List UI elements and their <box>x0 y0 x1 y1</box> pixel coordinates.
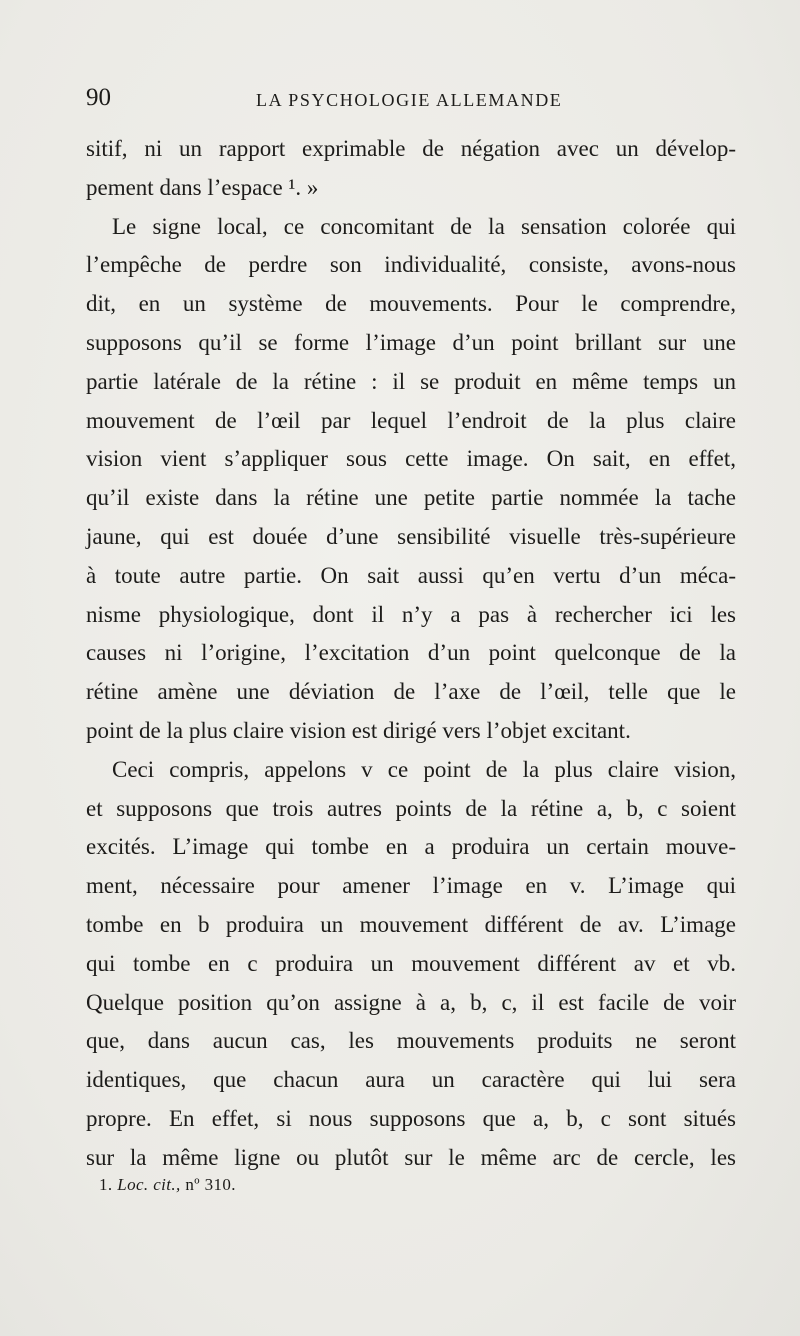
footnote-number: 1. <box>99 1175 113 1194</box>
text-line: jaune, qui est douée d’une sensibilité visuelle très-supérieure <box>86 523 736 549</box>
text-line: excités. L’image qui tombe en a produira un certain mouve- <box>86 834 736 860</box>
text-line: identiques, que chacun aura un caractère qui lui sera <box>86 1067 736 1093</box>
body-text <box>86 130 736 1178</box>
text-line: partie latérale de la rétine : il se produit en même temps un <box>86 368 736 394</box>
text-line: Ceci compris, appelons v ce point de la plus claire vision, <box>112 756 736 782</box>
text-line: qu’il existe dans la rétine une petite partie nommée la tache <box>86 485 736 511</box>
footnote-detail: nº 310. <box>185 1175 236 1194</box>
text-line: mouvement de l’œil par lequel l’endroit de la plus claire <box>86 407 736 433</box>
page-number: 90 <box>86 84 111 111</box>
running-title: LA PSYCHOLOGIE ALLEMANDE <box>256 90 563 110</box>
text-line: nisme physiologique, dont il n’y a pas à rechercher ici les <box>86 601 736 627</box>
footnote <box>99 1175 236 1195</box>
text-line: rétine amène une déviation de l’axe de l’œil, telle que le <box>86 679 736 705</box>
text-line: propre. En effet, si nous supposons que a, b, c sont situés <box>86 1105 736 1131</box>
text-line: et supposons que trois autres points de la rétine a, b, c soient <box>86 795 736 821</box>
text-line: sitif, ni un rapport exprimable de négation avec un dévelop- <box>86 136 736 161</box>
text-line: supposons qu’il se forme l’image d’un point brillant sur une <box>86 329 736 355</box>
text-line: Le signe local, ce concomitant de la sensation colorée qui <box>112 213 736 239</box>
text-line: Quelque position qu’on assigne à a, b, c, il est facile de voir <box>86 989 736 1015</box>
text-line: qui tombe en c produira un mouvement différent av et vb. <box>86 950 736 976</box>
text-line: ment, nécessaire pour amener l’image en v. L’image qui <box>86 873 736 899</box>
text-line: sur la même ligne ou plutôt sur le même arc de cercle, les <box>86 1144 736 1170</box>
text-line: l’empêche de perdre son individualité, consiste, avons-nous <box>86 252 736 278</box>
text-line: dit, en un système de mouvements. Pour le comprendre, <box>86 291 736 317</box>
text-line: causes ni l’origine, l’excitation d’un point quelconque de la <box>86 640 736 666</box>
text-line: que, dans aucun cas, les mouvements produits ne seront <box>86 1028 736 1054</box>
page-header <box>86 84 736 116</box>
text-line: point de la plus claire vision est dirigé vers l’objet excitant. <box>86 717 631 743</box>
text-line: vision vient s’appliquer sous cette image. On sait, en effet, <box>86 446 736 472</box>
text-line: tombe en b produira un mouvement différent de av. L’image <box>86 911 736 937</box>
text-line: pement dans l’espace ¹. » <box>86 174 319 200</box>
footnote-reference: Loc. cit., <box>117 1175 181 1194</box>
text-line: à toute autre partie. On sait aussi qu’en vertu d’un méca- <box>86 562 736 588</box>
